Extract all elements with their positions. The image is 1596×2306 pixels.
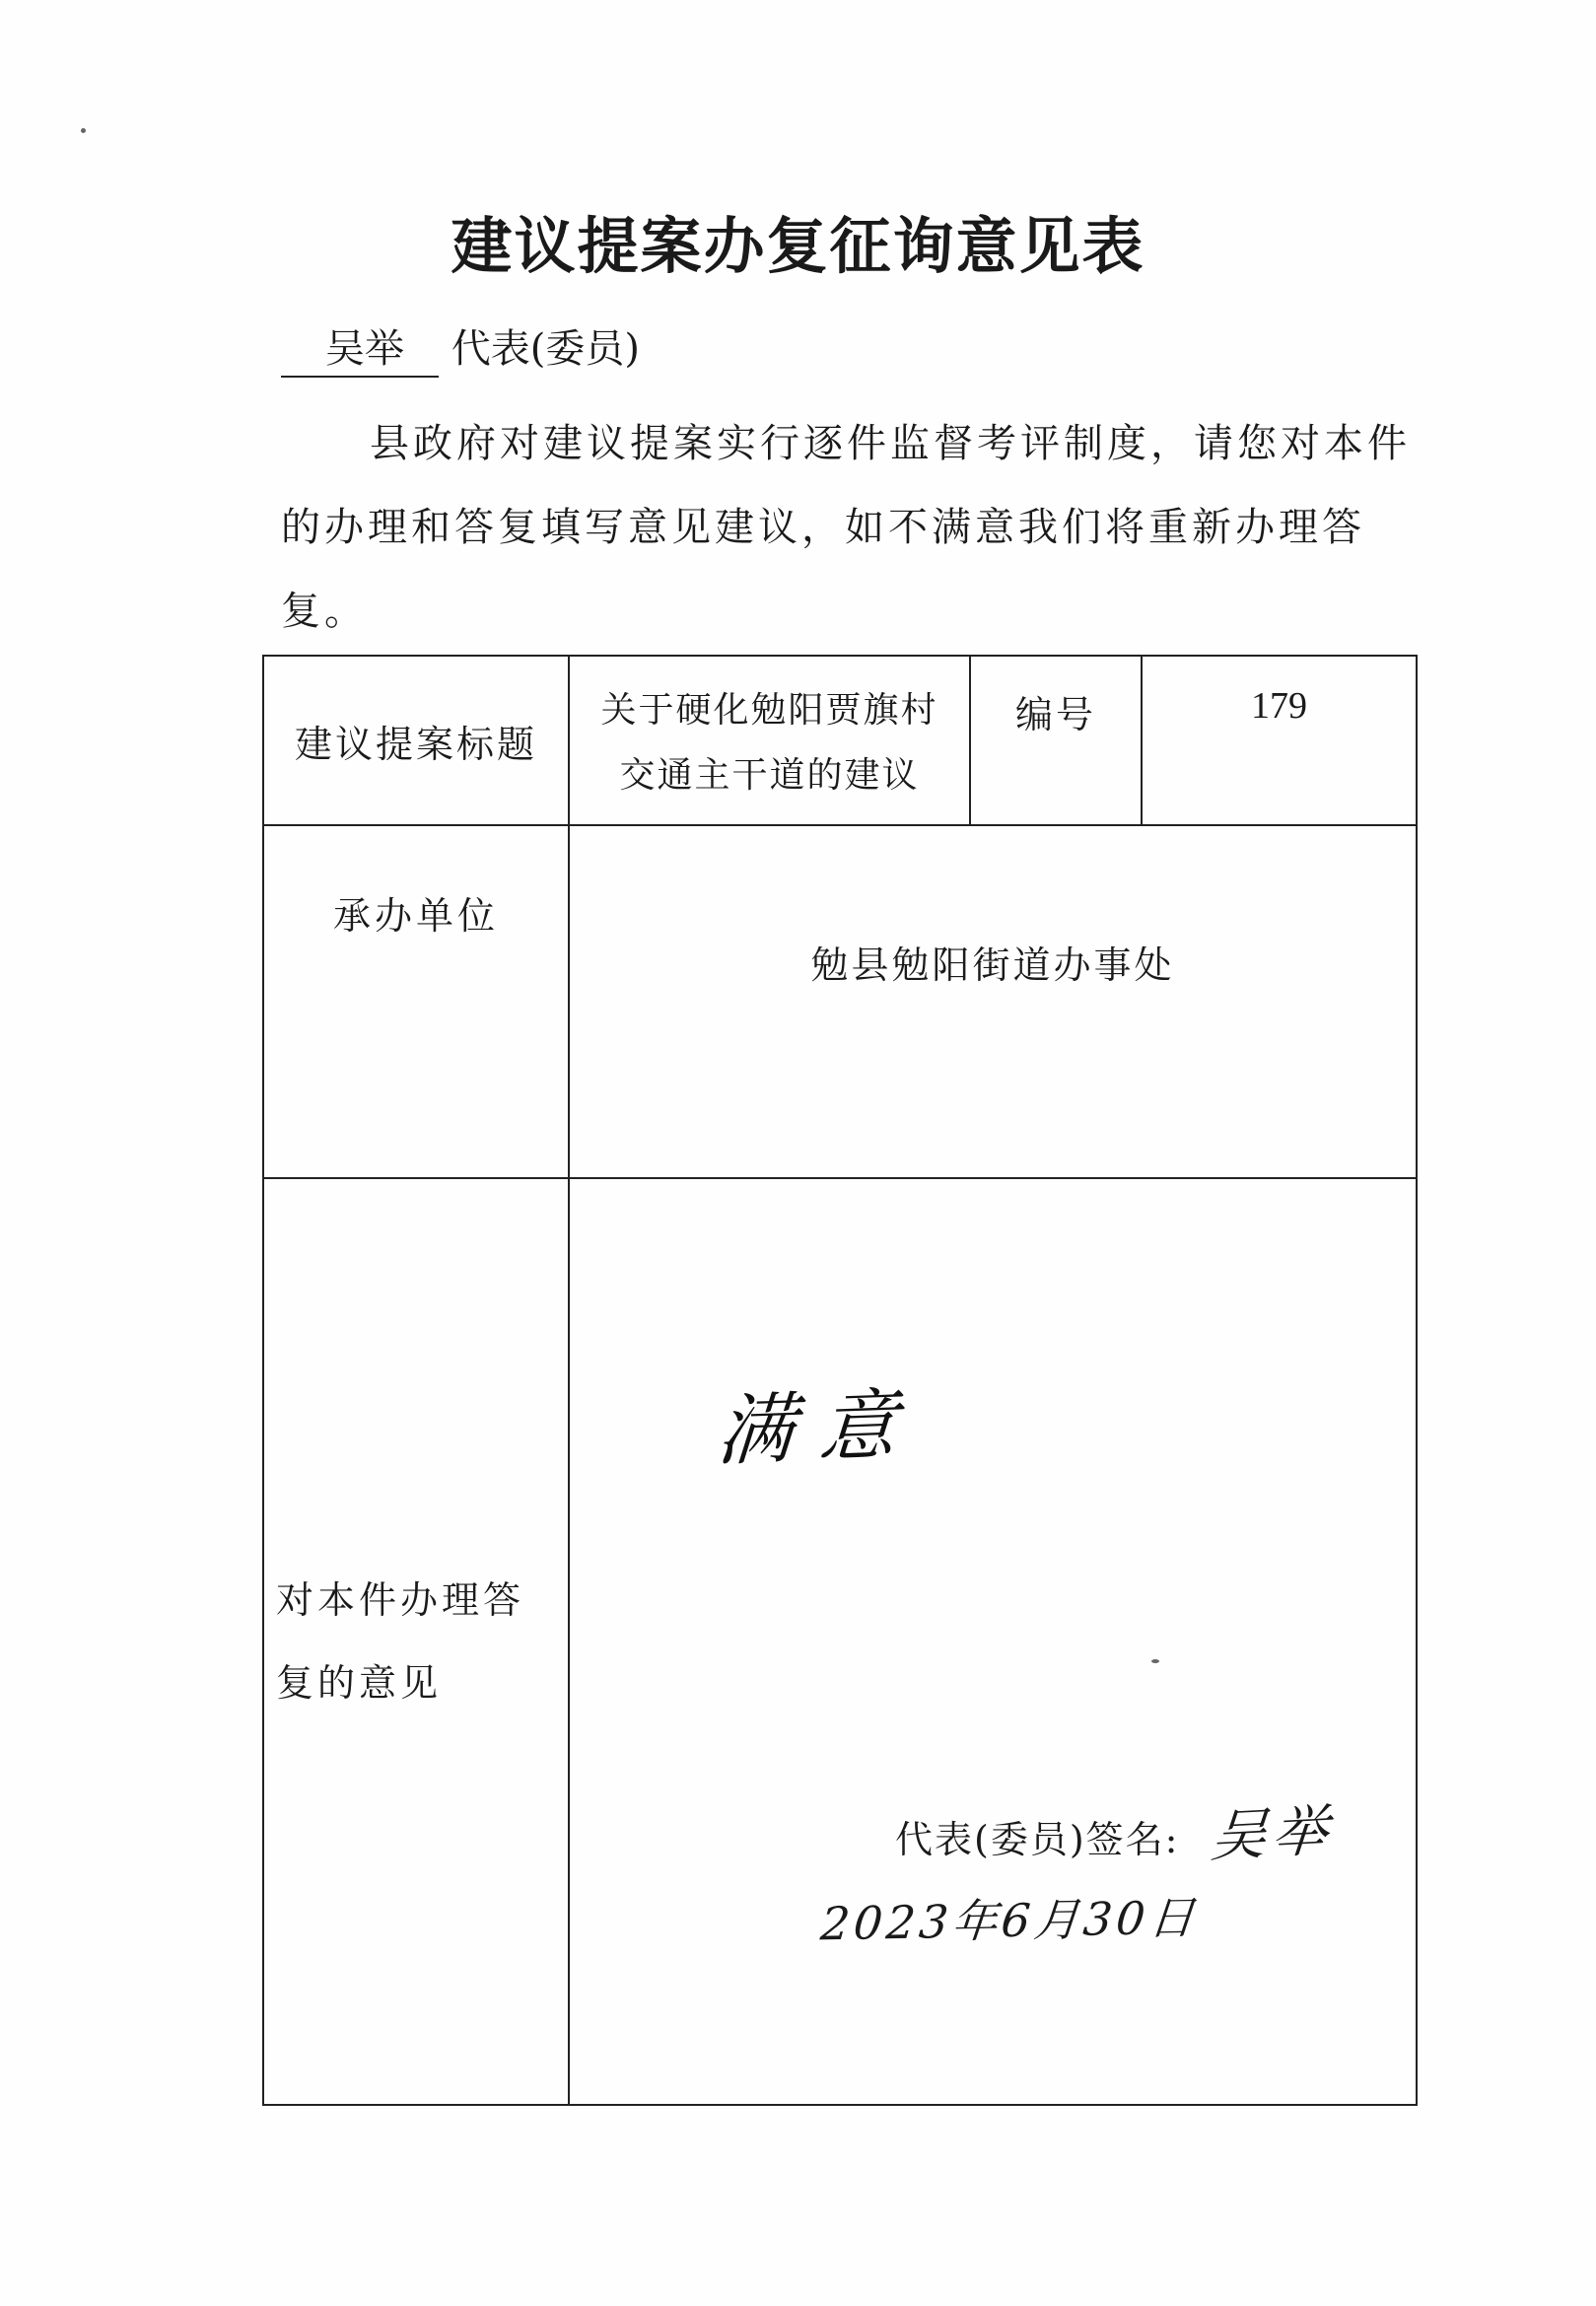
unit-label: 承办单位 [263,825,569,1178]
subject-label: 建议提案标题 [263,656,569,825]
subject-line-1: 关于硬化勉阳贾旗村 [600,690,938,731]
opinion-label-line-2: 复的意见 [276,1661,443,1705]
handwritten-opinion: 满意 [714,1380,926,1477]
number-value: 179 [1142,656,1417,825]
subject-row [263,656,1417,825]
signature-label: 代表(委员)签名: [895,1818,1180,1861]
opinion-label [263,1178,569,2105]
opinion-label-line-1: 对本件办理答 [276,1578,525,1622]
unit-value: 勉县勉阳街道办事处 [569,825,1417,1178]
scan-speck [1151,1659,1159,1663]
opinion-form-table [262,655,1418,2106]
subject-value [569,656,970,825]
opinion-cell [569,1178,1417,2105]
opinion-row [263,1178,1417,2105]
addressee-suffix: 代表(委员) [451,326,640,372]
intro-paragraph: 县政府对建议提案实行逐件监督考评制度，请您对本件的办理和答复填写意见建议，如不满意我们将重新办理答复。 [281,421,1411,634]
signature-name: 吴举 [1208,1798,1336,1870]
subject-line-2: 交通主干道的建议 [619,755,920,796]
signature-date: 2023年6月30日 [818,1890,1201,1951]
signature-line [895,1790,1334,1869]
number-label: 编号 [970,656,1142,825]
addressee-line [281,317,640,378]
scan-speck [81,128,86,133]
document-title: 建议提案办复征询意见表 [451,210,1145,282]
unit-row [263,825,1417,1178]
addressee-name: 吴举 [281,317,439,378]
